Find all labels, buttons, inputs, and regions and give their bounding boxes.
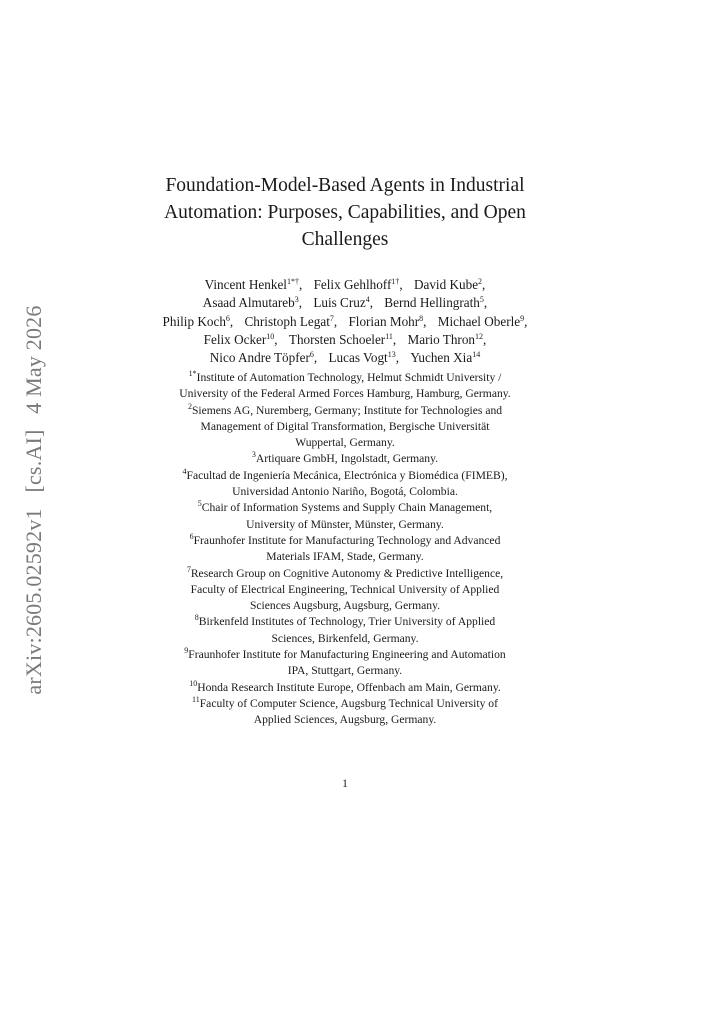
affiliation-line: $^8$Birkenfeld Institutes of Technology, Trier University of Applied xyxy=(194,613,496,629)
author: Luis Cruz$^4$, xyxy=(313,295,373,311)
author: Vincent Henkel$^{1*\dagger}$, xyxy=(204,277,303,292)
affiliation-line: $^5$Chair of Information Systems and Supply Chain Management, xyxy=(197,499,493,515)
affiliation-line: University of the Federal Armed Forces Hamburg, Hamburg, Germany. xyxy=(179,387,511,401)
arxiv-date: 4 May 2026 xyxy=(21,305,46,414)
author: Felix Ocker$^{10}$, xyxy=(203,331,278,347)
affiliation-line: University of Münster, Münster, Germany. xyxy=(246,517,444,531)
arxiv-sidebar-stamp xyxy=(17,300,51,700)
author: Asaad Almutareb$^3$, xyxy=(202,295,303,311)
affiliation-line: $^4$Facultad de Ingeniería Mecánica, Electrónica y Biomédica (FIMEB), xyxy=(182,466,508,482)
affiliation-line: $^6$Fraunhofer Institute for Manufacturing Technology and Advanced xyxy=(189,531,501,547)
title-line: Challenges xyxy=(301,229,389,250)
author: Bernd Hellingrath$^5$, xyxy=(384,295,488,311)
affiliation-line: Faculty of Electrical Engineering, Technical University of Applied xyxy=(190,582,500,596)
affiliation-line: $^{1*}$Institute of Automation Technology, Helmut Schmidt University / xyxy=(188,369,502,384)
affiliation-line: $^7$Research Group on Cognitive Autonomy & Predictive Intelligence, xyxy=(186,564,504,580)
page-number: 1 xyxy=(342,778,348,790)
author: Christoph Legat$^7$, xyxy=(244,313,338,329)
author: Lucas Vogt$^{13}$, xyxy=(328,350,400,366)
author-line xyxy=(110,331,580,349)
affiliation-line: Sciences, Birkenfeld, Germany. xyxy=(271,631,419,645)
author: Mario Thron$^{12}$, xyxy=(407,331,487,347)
author: Nico Andre Töpfer$^6$, xyxy=(209,350,318,366)
affiliation-line: Wuppertal, Germany. xyxy=(295,436,395,450)
author-line xyxy=(110,294,580,312)
author: Yuchen Xia$^{14}$ xyxy=(410,350,481,366)
author-line xyxy=(110,313,580,331)
affiliation-line: $^{10}$Honda Research Institute Europe, Offenbach am Main, Germany. xyxy=(189,678,501,694)
author: Florian Mohr$^8$, xyxy=(348,313,427,329)
affiliation-line: Applied Sciences, Augsburg, Germany. xyxy=(253,713,437,727)
title-line: Foundation-Model-Based Agents in Industrial xyxy=(165,175,525,196)
affiliation-line: Universidad Antonio Nariño, Bogotá, Colombia. xyxy=(232,485,458,499)
arxiv-identifier xyxy=(21,300,47,699)
author-line xyxy=(110,349,580,367)
title-line: Automation: Purposes, Capabilities, and Open xyxy=(164,202,526,223)
affiliation-line: Management of Digital Transformation, Bergische Universität xyxy=(200,419,490,433)
affiliation-line: $^2$Siemens AG, Nuremberg, Germany; Institute for Technologies and xyxy=(187,401,503,417)
arxiv-category: [cs.AI] xyxy=(21,429,46,493)
affiliation-line: $^9$Fraunhofer Institute for Manufacturing Engineering and Automation xyxy=(184,646,506,662)
arxiv-id: arXiv:2605.02592v1 xyxy=(21,508,46,695)
affiliation-line: $^{11}$Faculty of Computer Science, Augsburg Technical University of xyxy=(192,694,498,710)
affiliation-list xyxy=(120,370,570,729)
author-list xyxy=(110,276,580,367)
author: David Kube$^2$, xyxy=(413,277,486,292)
affiliation-line: $^3$Artiquare GmbH, Ingolstadt, Germany. xyxy=(251,450,439,466)
author-line xyxy=(110,276,580,294)
affiliation-line: Materials IFAM, Stade, Germany. xyxy=(266,550,424,564)
author: Felix Gehlhoff$^{1\dagger}$, xyxy=(313,277,403,292)
affiliation-line: IPA, Stuttgart, Germany. xyxy=(287,664,403,678)
paper-title xyxy=(130,172,560,253)
affiliation-line: Sciences Augsburg, Augsburg, Germany. xyxy=(249,599,441,613)
author: Philip Koch$^6$, xyxy=(162,313,234,329)
author: Michael Oberle$^9$, xyxy=(437,313,528,329)
author: Thorsten Schoeler$^{11}$, xyxy=(288,331,397,347)
